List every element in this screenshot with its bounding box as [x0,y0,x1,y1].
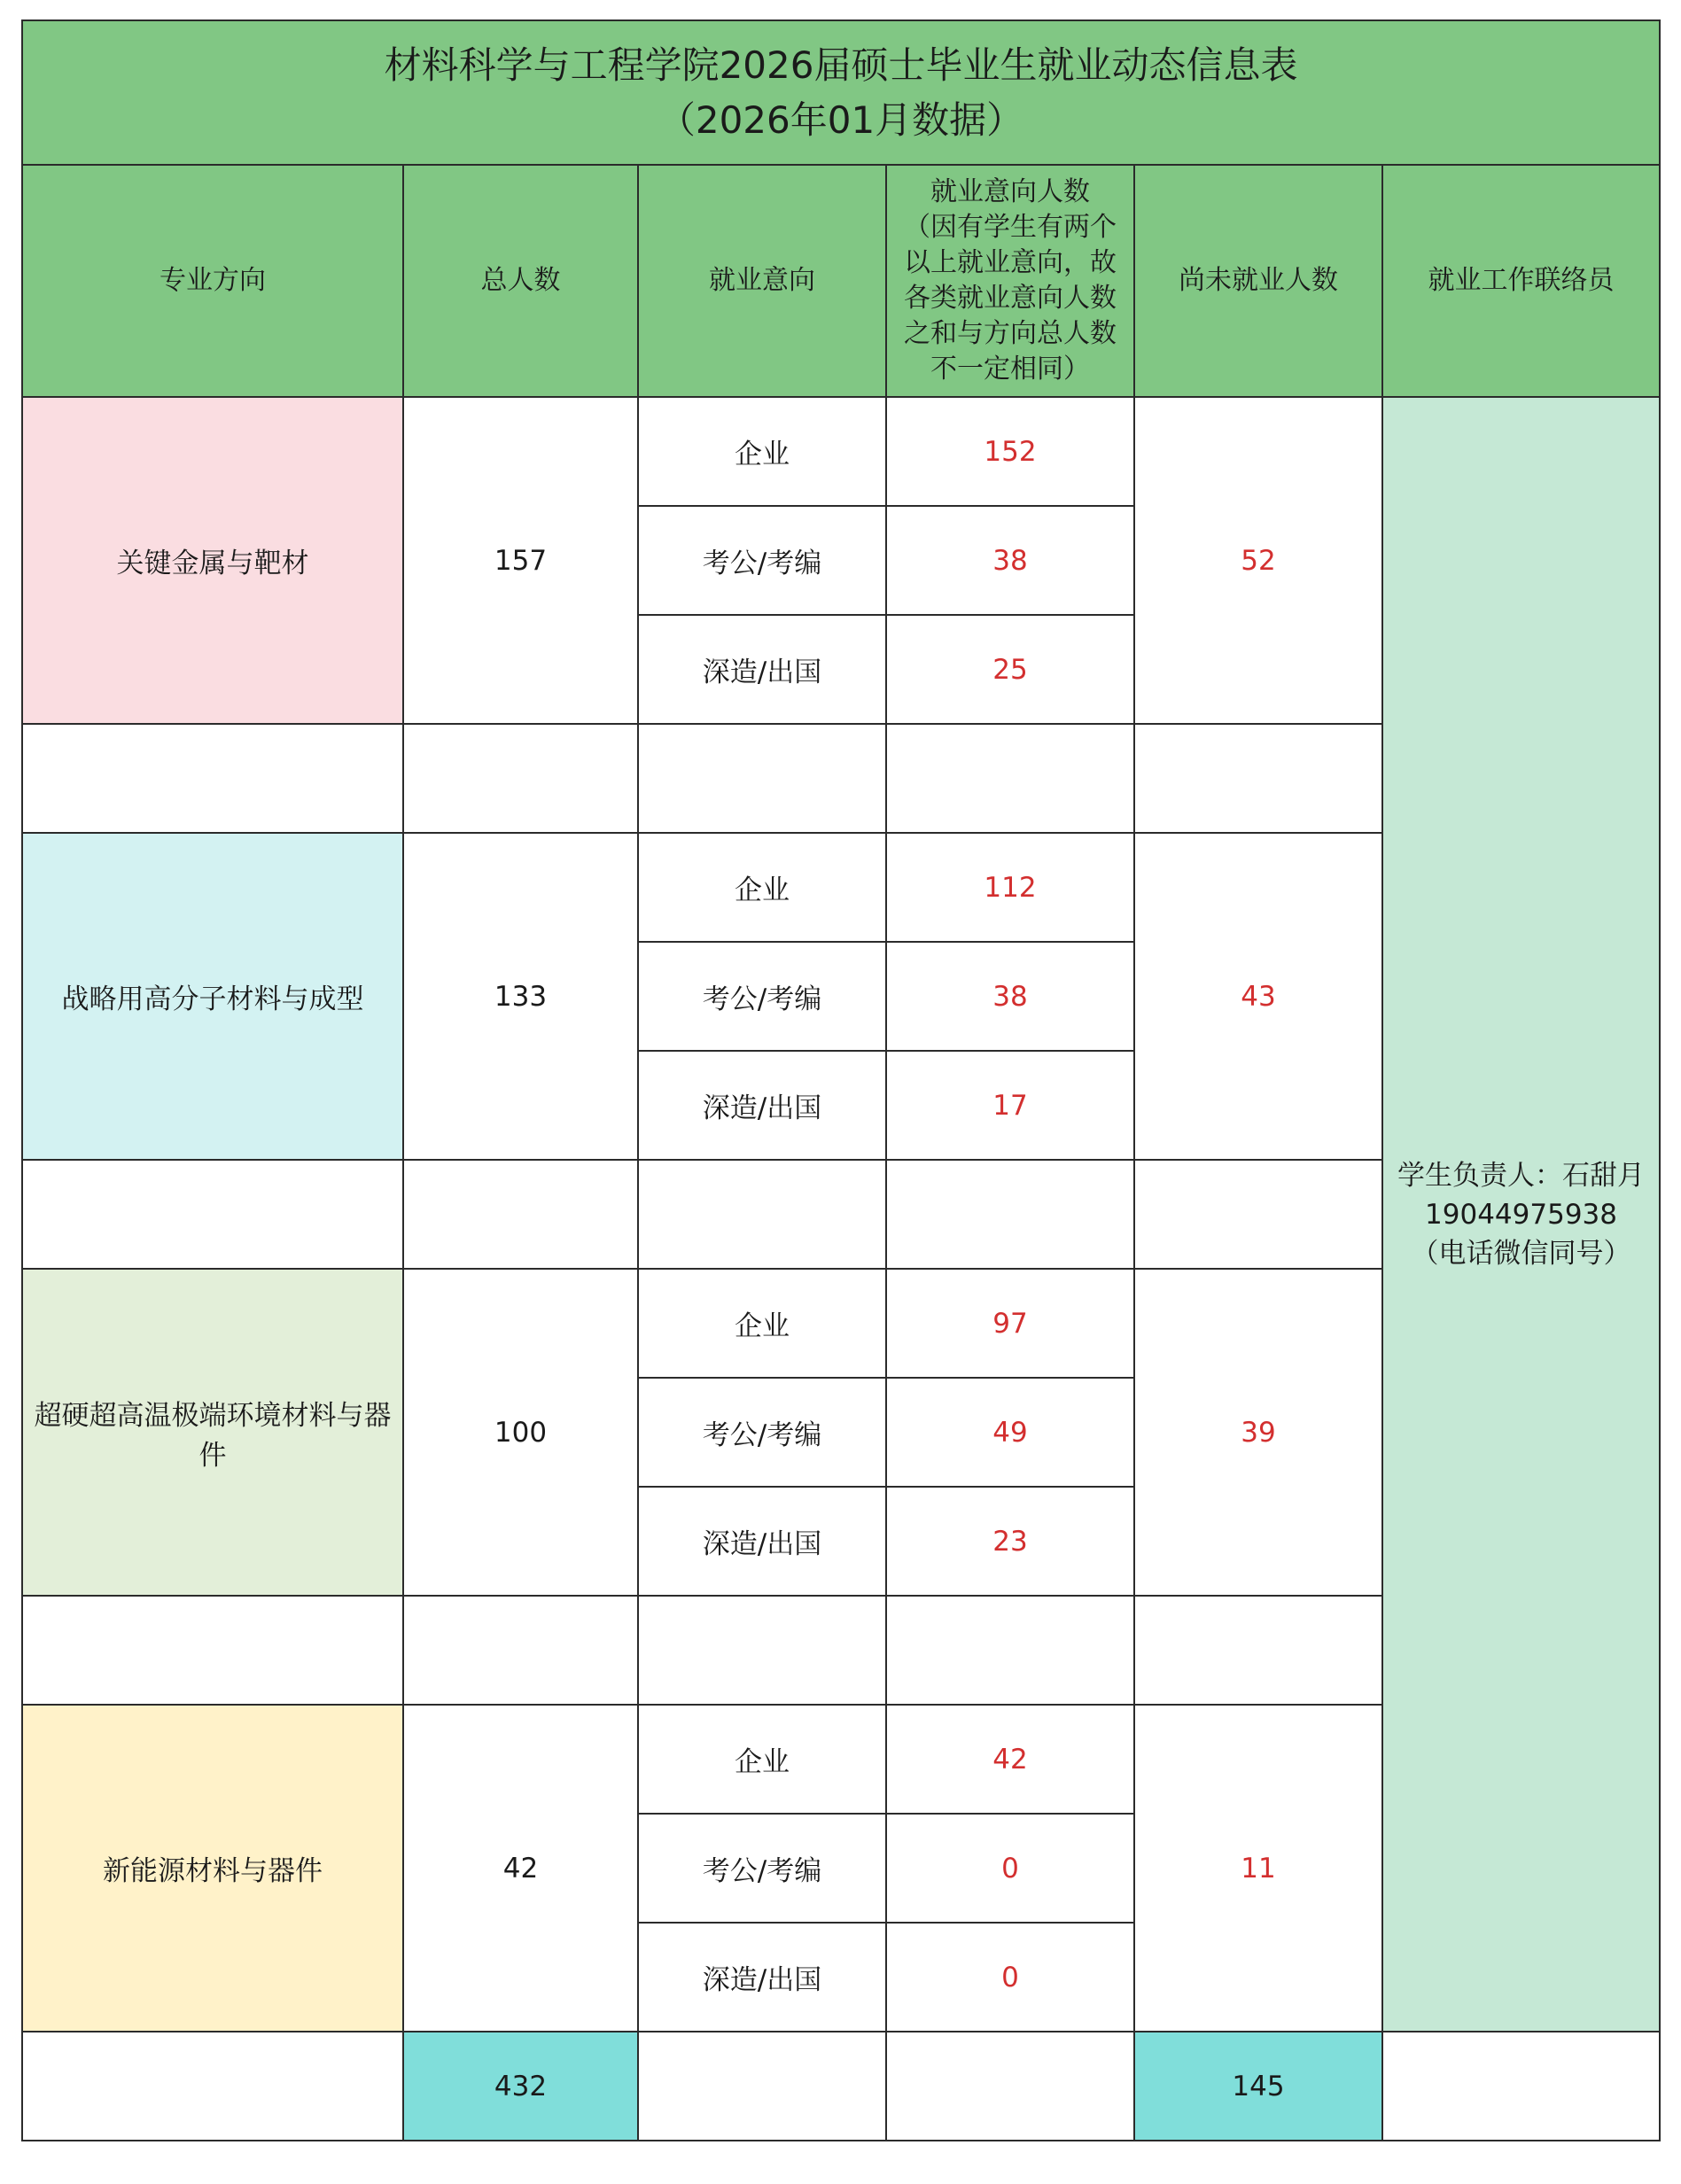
contact-cell [1382,397,1660,2032]
major-cell: 超硬超高温极端环境材料与器件 [22,1269,403,1596]
employment-table [21,19,1661,2141]
header-intention: 就业意向 [638,165,886,397]
intention-label: 深造/出国 [638,1923,886,2032]
header-major: 专业方向 [22,165,403,397]
title-line-1: 材料科学与工程学院2026届硕士毕业生就业动态信息表 [384,43,1298,87]
intention-label: 考公/考编 [638,1378,886,1487]
total-cell: 42 [403,1705,638,2032]
total-cell: 133 [403,833,638,1160]
intention-label: 考公/考编 [638,506,886,615]
intention-label: 企业 [638,833,886,942]
intention-count: 38 [886,506,1134,615]
unemployed-cell: 43 [1134,833,1382,1160]
contact-note: （电话微信同号） [1411,1237,1631,1270]
intention-label: 企业 [638,1705,886,1814]
intention-count: 97 [886,1269,1134,1378]
page-title [22,20,1660,165]
intention-label: 考公/考编 [638,942,886,1051]
header-contact: 就业工作联络员 [1382,165,1660,397]
title-row [22,20,1660,165]
contact-name: 学生负责人：石甜月 [1397,1159,1646,1192]
header-intention-count-title: 就业意向人数 [930,176,1090,207]
intention-count: 49 [886,1378,1134,1487]
header-unemployed: 尚未就业人数 [1134,165,1382,397]
intention-label: 深造/出国 [638,615,886,724]
unemployed-cell: 11 [1134,1705,1382,2032]
unemployed-cell: 39 [1134,1269,1382,1596]
grand-total-cell: 432 [403,2032,638,2141]
total-cell: 157 [403,397,638,724]
intention-count: 112 [886,833,1134,942]
unemployed-cell: 52 [1134,397,1382,724]
table-row [22,397,1660,506]
intention-count: 0 [886,1814,1134,1923]
major-cell: 新能源材料与器件 [22,1705,403,2032]
intention-label: 深造/出国 [638,1487,886,1596]
intention-count: 0 [886,1923,1134,2032]
major-cell: 关键金属与靶材 [22,397,403,724]
intention-label: 考公/考编 [638,1814,886,1923]
major-cell: 战略用高分子材料与成型 [22,833,403,1160]
title-line-2: （2026年01月数据） [658,97,1024,142]
intention-label: 深造/出国 [638,1051,886,1160]
unemployed-total-cell: 145 [1134,2032,1382,2141]
intention-count: 17 [886,1051,1134,1160]
total-cell: 100 [403,1269,638,1596]
intention-count: 152 [886,397,1134,506]
intention-label: 企业 [638,1269,886,1378]
contact-phone: 19044975938 [1425,1198,1617,1231]
totals-row [22,2032,1660,2141]
header-total: 总人数 [403,165,638,397]
header-intention-count [886,165,1134,397]
header-intention-count-note: （因有学生有两个以上就业意向，故各类就业意向人数之和与方向总人数不一定相同） [904,212,1117,385]
intention-count: 23 [886,1487,1134,1596]
header-row [22,165,1660,397]
intention-count: 25 [886,615,1134,724]
intention-label: 企业 [638,397,886,506]
intention-count: 42 [886,1705,1134,1814]
intention-count: 38 [886,942,1134,1051]
